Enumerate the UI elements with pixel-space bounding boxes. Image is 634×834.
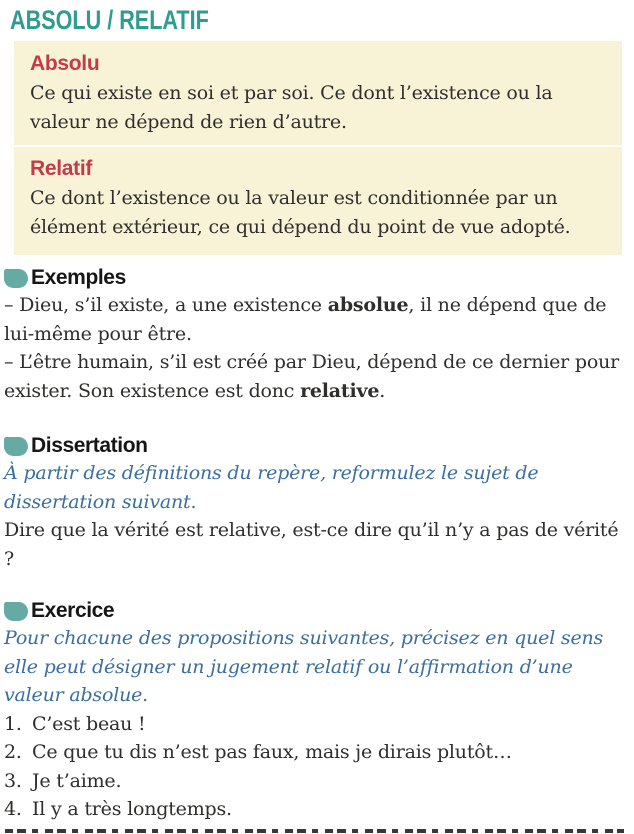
definition-text-relatif: Ce dont l’existence ou la valeur est conditionnée par un élément extérieur, ce qui dépend du point de vue adopté. xyxy=(30,187,571,238)
exemple-item xyxy=(4,348,624,405)
definition-term-relatif: Relatif xyxy=(30,157,93,180)
exemple-text: – L’être humain, s’il est créé par Dieu, dépend de ce dernier pour exister. Son existence est donc xyxy=(4,351,619,402)
exemples-header xyxy=(4,266,634,290)
dissertation-header xyxy=(4,434,634,458)
item-text: Je t’aime. xyxy=(32,769,122,792)
exercice-header xyxy=(4,599,634,623)
leaf-bullet-icon xyxy=(4,602,28,621)
section-exercice xyxy=(0,599,634,824)
exemples-body xyxy=(4,291,624,405)
leaf-bullet-icon xyxy=(4,269,28,288)
exercice-item xyxy=(4,738,624,767)
exemple-keyword: relative xyxy=(300,379,380,402)
exemple-text: . xyxy=(379,379,386,402)
item-text: Il y a très longtemps. xyxy=(32,798,232,820)
leaf-bullet-icon xyxy=(4,437,28,456)
section-dissertation xyxy=(0,434,634,573)
item-text: C’est beau ! xyxy=(32,712,146,735)
item-number: 2. xyxy=(4,741,22,763)
item-number: 4. xyxy=(4,798,22,820)
item-text: Ce que tu dis n’est pas faux, mais je dirais plutôt… xyxy=(32,741,512,763)
exemple-keyword: absolue xyxy=(327,294,409,316)
dissertation-subject: Dire que la vérité est relative, est-ce dire qu’il n’y a pas de vérité ? xyxy=(4,519,619,570)
dissertation-label: Dissertation xyxy=(31,434,148,457)
exercice-item xyxy=(4,710,624,739)
exercice-body xyxy=(4,624,624,824)
definition-term-absolu: Absolu xyxy=(30,52,100,75)
dissertation-instruction: À partir des définitions du repère, reformulez le sujet de dissertation suivant. xyxy=(4,462,539,513)
definitions-separator xyxy=(14,145,622,147)
exercice-label: Exercice xyxy=(31,599,115,622)
exercice-item xyxy=(4,795,624,824)
exemple-text: , il ne dépend que de lui-même pour être. xyxy=(4,294,607,345)
definitions-box xyxy=(14,41,622,255)
item-number: 3. xyxy=(4,769,22,792)
exemple-text: – Dieu, s’il existe, a une existence xyxy=(4,294,328,316)
exercice-item xyxy=(4,767,624,796)
exemple-item xyxy=(4,291,624,348)
clipped-next-line-fragment xyxy=(5,829,624,833)
definition-text-absolu: Ce qui existe en soi et par soi. Ce dont l’existence ou la valeur ne dépend de rien d’autre. xyxy=(30,82,553,133)
exercice-instruction: Pour chacune des propositions suivantes, précisez en quel sens elle peut désigner un jugement relatif ou l’affirmation d’une valeur absolue. xyxy=(4,627,604,706)
section-exemples xyxy=(0,266,634,405)
exemples-label: Exemples xyxy=(31,266,126,289)
item-number: 1. xyxy=(4,712,22,735)
dissertation-body xyxy=(4,459,624,573)
page-title: ABSOLU / RELATIF xyxy=(10,5,209,35)
